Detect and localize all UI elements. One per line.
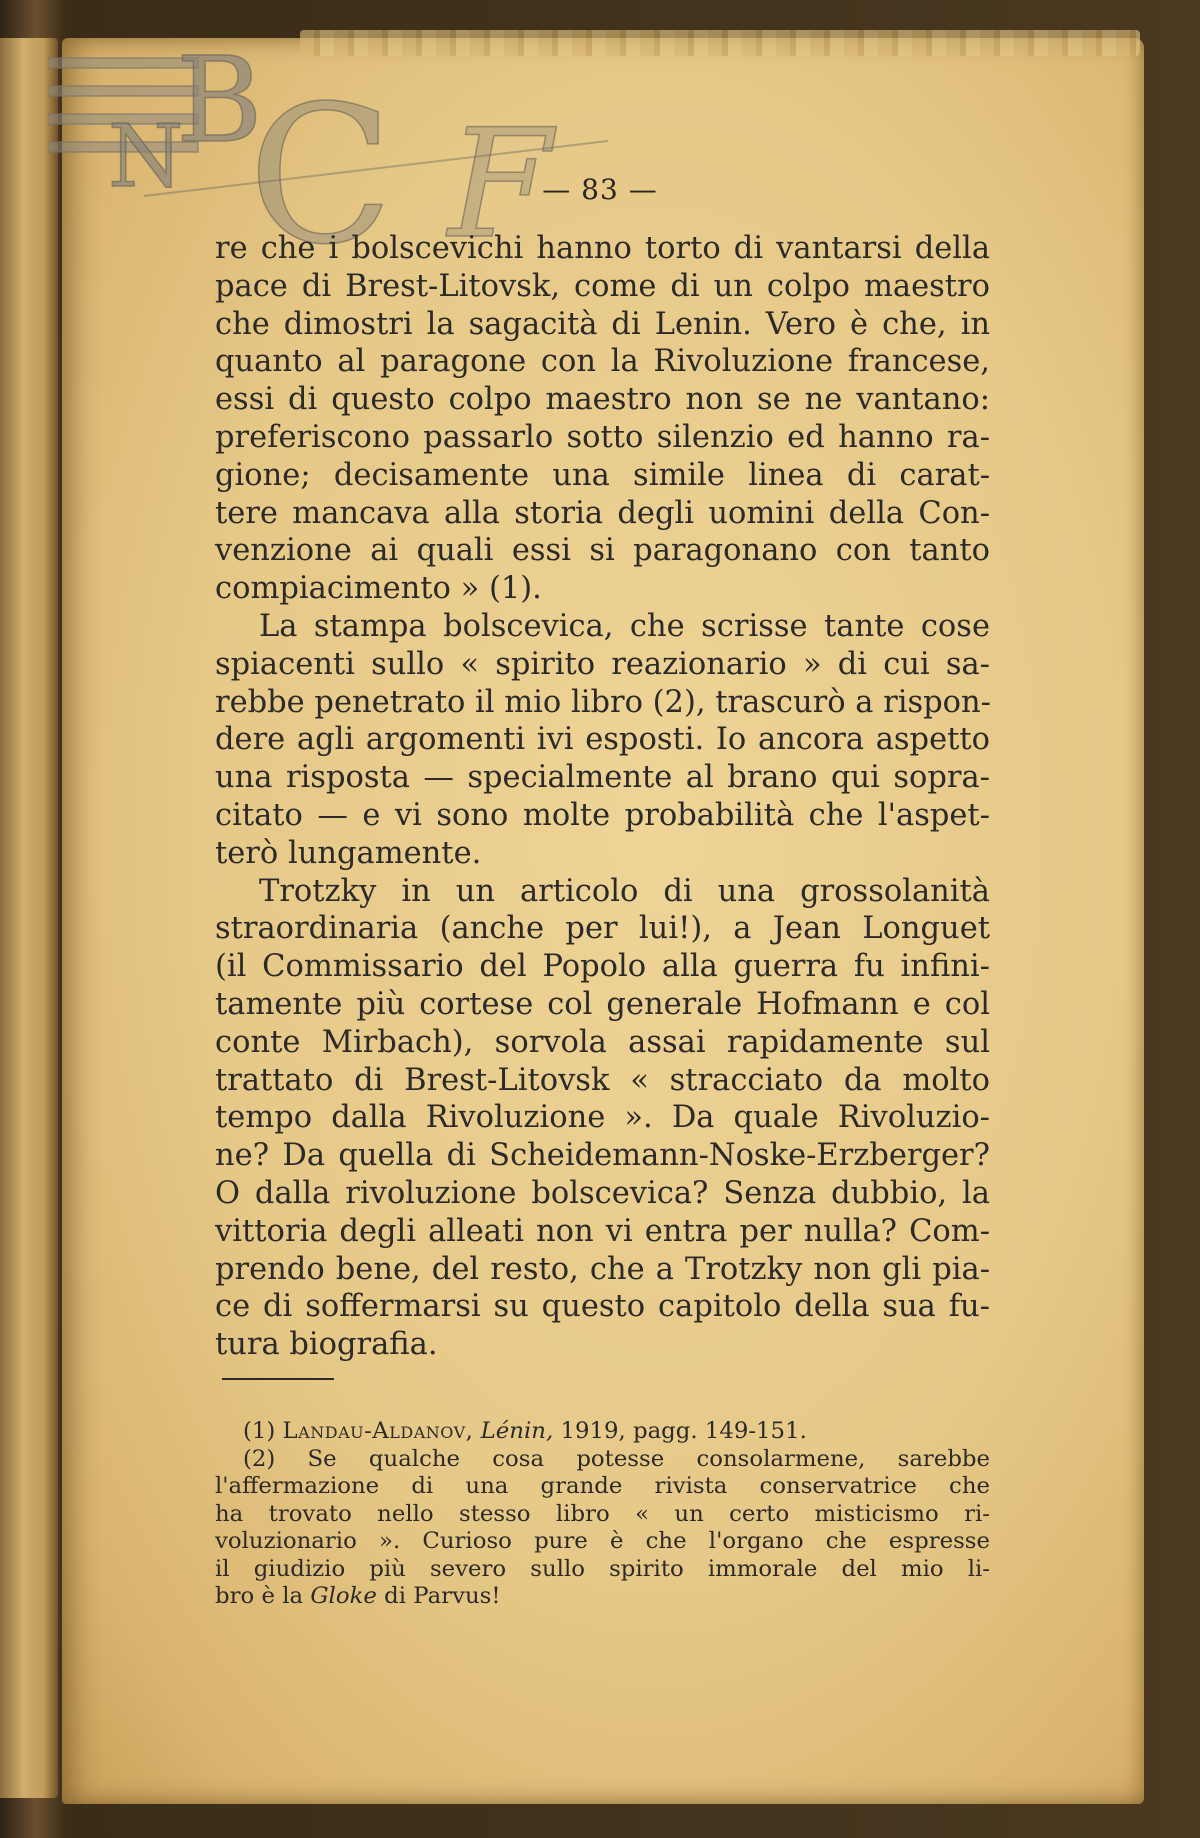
footnote-title: Lénin, [480,1418,554,1444]
paragraph-1 [215,230,990,608]
text-line: che dimostri la sagacità di Lenin. Vero è che, in [215,306,990,342]
text-line: straordinaria (anche per lui!), a Jean Longuet [215,911,990,947]
watermark-letter-f: F [448,98,553,246]
text-line: vittoria degli alleati non vi entra per nulla? Com- [215,1213,990,1249]
footnote-line: voluzionario ». Curioso pure è che l'organo che espresse [215,1528,990,1554]
text-line: una risposta — specialmente al brano qui sopra- [215,760,990,796]
watermark-letter-n: N [108,107,184,207]
watermark-letter-b: B [176,36,263,169]
text-line: tere mancava alla storia degli uomini della Con- [215,495,990,531]
text-line: rebbe penetrato il mio libro (2), trascurò a rispon- [215,684,991,720]
footnote-1 [215,1418,990,1446]
page-number: — 83 — [542,173,658,206]
footnote-line: (2) Se qualche cosa potesse consolarmene, sarebbe [243,1445,990,1472]
text-line: compiacimento » (1). [215,571,542,607]
footnote-author: Landau-Aldanov, [282,1418,474,1444]
footnote-line [215,1418,990,1446]
text-line: tura biografia. [215,1327,438,1363]
footnote-separator [222,1378,334,1380]
previous-page-edge [0,38,58,1798]
footnote-2 [215,1446,990,1611]
footnote-line [215,1583,990,1611]
text-line: ne? Da quella di Scheidemann-Noske-Erzberger? [215,1138,990,1174]
footnotes [215,1418,990,1611]
footnote-line: l'affermazione di una grande rivista conservatrice che [215,1473,990,1499]
text-line: dere agli argomenti ivi esposti. Io ancora aspetto [215,722,990,758]
footnote-title: Gloke [310,1583,377,1609]
text-line: venzione ai quali essi si paragonano con tanto [215,533,990,569]
text-line: preferiscono passarlo sotto silenzio ed hanno ra- [215,419,990,455]
text-line: tempo dalla Rivoluzione ». Da quale Rivoluzio- [215,1100,990,1136]
text-line: (il Commissario del Popolo alla guerra fu infini- [215,949,990,985]
text-line: citato — e vi sono molte probabilità che l'aspet- [215,797,990,833]
watermark-letter-c: C [248,65,394,246]
text-line: trattato di Brest-Litovsk « stracciato da molto [215,1062,990,1098]
paragraph-2 [215,608,990,873]
footnote-line: il giudizio più severo sullo spirito immorale del mio li- [215,1555,990,1582]
text-line: prendo bene, del resto, che a Trotzky non gli pia- [215,1251,990,1287]
paragraph-3 [215,873,990,1364]
library-watermark-logo [48,36,668,246]
footnote-text: bro è la [215,1583,304,1609]
footnote-text: di Parvus! [384,1583,501,1609]
text-line: re che i bolscevichi hanno torto di vantarsi della [215,231,990,266]
main-text [215,230,990,1364]
footnote-line: ha trovato nello stesso libro « un certo misticismo ri- [215,1500,990,1527]
text-line: O dalla rivoluzione bolscevica? Senza dubbio, la [215,1175,990,1211]
text-line: gione; decisamente una simile linea di carat- [215,457,990,493]
text-line: terò lungamente. [215,835,482,871]
text-line: tamente più cortese col generale Hofmann e col [215,986,990,1022]
text-line: spiacenti sullo « spirito reazionario » di cui sa- [215,646,990,682]
footnote-rest: 1919, pagg. 149-151. [560,1418,807,1444]
text-line: La stampa bolscevica, che scrisse tante cose [259,608,990,644]
text-line: pace di Brest-Litovsk, come di un colpo maestro [215,268,990,304]
footnote-marker: (1) [243,1418,276,1444]
text-line: essi di questo colpo maestro non se ne vantano: [215,382,990,418]
text-line: quanto al paragone con la Rivoluzione francese, [215,344,990,380]
text-line: ce di soffermarsi su questo capitolo della sua fu- [215,1289,990,1325]
text-line: Trotzky in un articolo di una grossolanità [259,873,990,909]
text-line: conte Mirbach), sorvola assai rapidamente sul [215,1024,990,1060]
